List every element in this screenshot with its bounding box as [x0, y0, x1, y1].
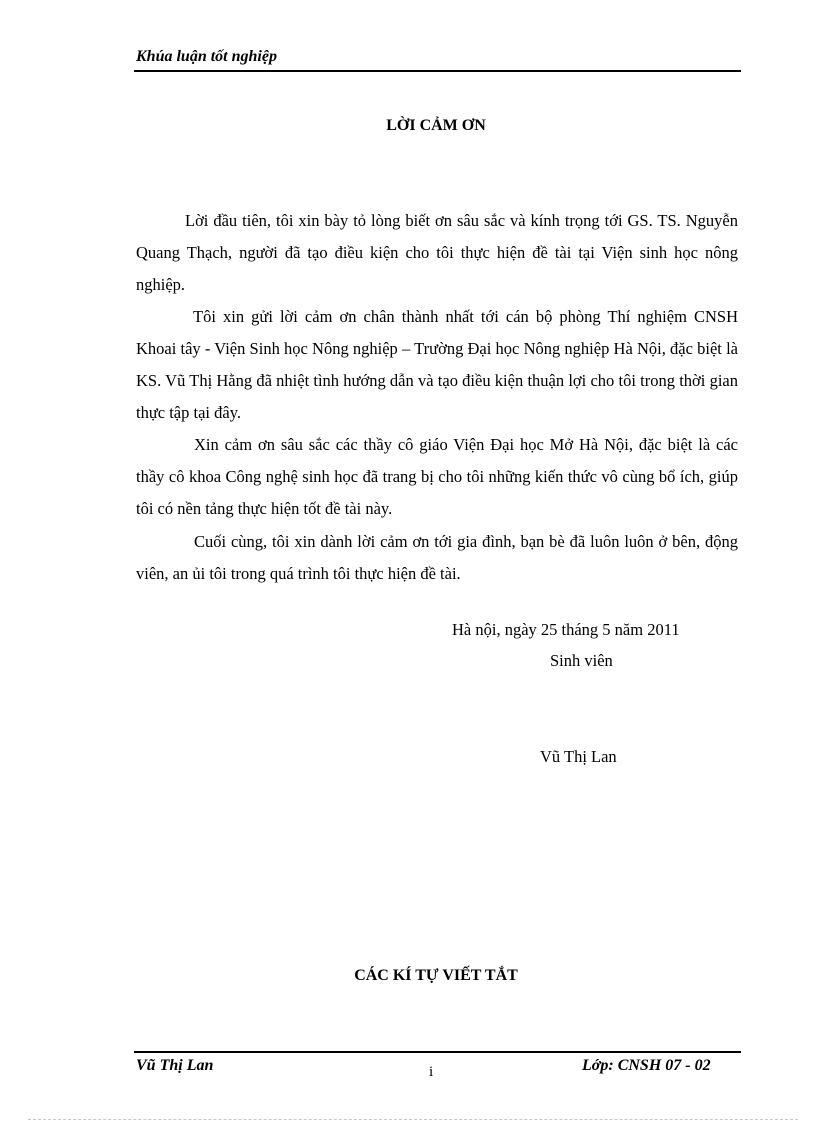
running-header-title: Khúa luận tốt nghiệp	[136, 48, 277, 65]
acknowledgement-paragraph: Tôi xin gửi lời cảm ơn chân thành nhất tới cán bộ phòng Thí nghiệm CNSH Khoai tây - Viện Sinh học Nông nghiệp – Trường Đại học Nông nghiệp Hà Nội, đặc biệt là KS. Vũ Thị Hằng đã nhiệt tình hướng dẫn và tạo điều kiện thuận lợi cho tôi trong thời gian thực tập tại đây.	[136, 307, 738, 422]
page-edge-divider	[28, 1119, 798, 1120]
footer-author: Vũ Thị Lan	[136, 1057, 214, 1074]
acknowledgement-heading: LỜI CẢM ƠN	[386, 117, 486, 134]
acknowledgement-paragraph: Lời đầu tiên, tôi xin bày tỏ lòng biết ơn sâu sắc và kính trọng tới GS. TS. Nguyễn Quang Thạch, người đã tạo điều kiện cho tôi thực hiện đề tài tại Viện sinh học nông nghiệp.	[136, 211, 738, 294]
header-divider	[134, 70, 741, 72]
footer-class-label: Lớp: CNSH 07 - 02	[582, 1057, 711, 1074]
page-number: i	[429, 1064, 434, 1080]
signature-role: Sinh viên	[550, 651, 613, 670]
acknowledgement-paragraph: Cuối cùng, tôi xin dành lời cảm ơn tới gia đình, bạn bè đã luôn luôn ở bên, động viên, an ủi tôi trong quá trình tôi thực hiện đề tài.	[136, 532, 738, 583]
signature-name: Vũ Thị Lan	[540, 747, 617, 766]
acknowledgement-paragraph: Xin cảm ơn sâu sắc các thầy cô giáo Viện Đại học Mở Hà Nội, đặc biệt là các thầy cô khoa Công nghệ sinh học đã trang bị cho tôi những kiến thức vô cùng bổ ích, giúp tôi có nền tảng thực hiện tốt đề tài này.	[136, 435, 738, 518]
signature-date: Hà nội, ngày 25 tháng 5 năm 2011	[452, 620, 680, 639]
abbreviations-heading: CÁC KÍ TỰ VIẾT TẮT	[354, 967, 518, 984]
footer-divider	[134, 1051, 741, 1053]
